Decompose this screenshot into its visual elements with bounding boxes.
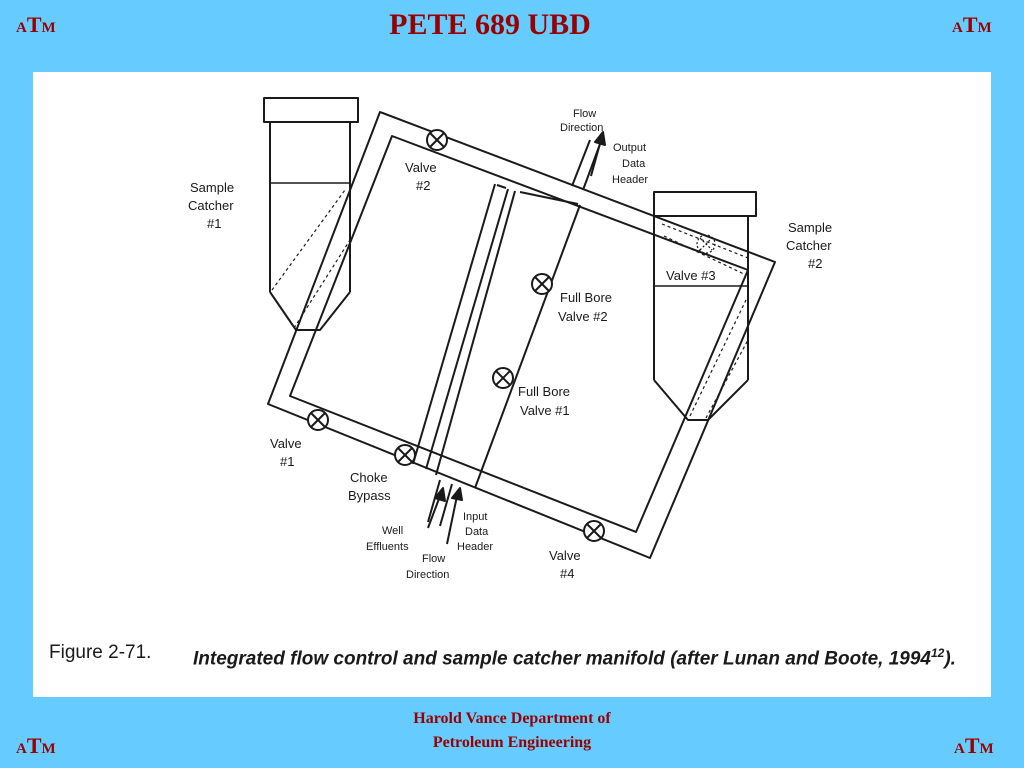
caption-reference-number: 12 xyxy=(930,646,945,660)
logo-letter-t: T xyxy=(26,733,42,758)
caption-main-text: Integrated flow control and sample catcher manifold (after Lunan and Boote, 1994 xyxy=(193,648,931,670)
output-header-pipe xyxy=(572,140,600,190)
logo-letter-t: T xyxy=(26,12,42,37)
logo-letter-a: A xyxy=(16,741,27,757)
valve-4-symbol xyxy=(584,521,604,541)
figure-caption-text xyxy=(193,640,985,672)
footer-department xyxy=(0,707,1024,755)
left-inner-pipe xyxy=(413,184,508,469)
label-sample-catcher-1: Sample Catcher #1 xyxy=(188,180,235,231)
sample-catcher-1 xyxy=(264,98,358,330)
label-valve-1: Valve #1 xyxy=(270,436,302,469)
label-valve-4: Valve #4 xyxy=(549,548,581,581)
valve-2-symbol xyxy=(427,130,447,150)
label-valve-3: Valve #3 xyxy=(666,268,716,283)
label-flow-direction-bottom: Flow Direction xyxy=(406,553,450,581)
logo-letter-m: M xyxy=(979,741,994,757)
logo-letter-a: A xyxy=(954,741,965,757)
label-input-data-header: Input Data Header xyxy=(457,511,494,553)
label-well-effluents: Well Effluents xyxy=(366,525,409,553)
label-flow-direction-top: Flow Direction xyxy=(560,108,604,134)
caption-end-text: ). xyxy=(944,648,956,670)
logo-letter-t: T xyxy=(964,733,980,758)
middle-inner-pipe xyxy=(436,191,580,488)
atm-logo-bottom-right xyxy=(954,733,994,759)
full-bore-valve-1-symbol xyxy=(493,368,513,388)
slide-title: PETE 689 UBD xyxy=(389,8,591,41)
label-choke-bypass: Choke Bypass xyxy=(348,470,391,503)
logo-letter-m: M xyxy=(41,741,56,757)
label-valve-2: Valve #2 xyxy=(405,160,437,193)
footer-line-2: Petroleum Engineering xyxy=(432,734,592,751)
choke-bypass-valve-symbol xyxy=(395,445,415,465)
valve-1-symbol xyxy=(308,410,328,430)
logo-letter-m: M xyxy=(977,20,992,36)
sample-catcher-2 xyxy=(654,192,756,420)
logo-letter-m: M xyxy=(41,20,56,36)
figure-number: Figure 2-71. xyxy=(49,642,152,663)
logo-letter-t: T xyxy=(962,12,978,37)
label-output-data-header: Output Data Header xyxy=(612,142,649,186)
figure-caption xyxy=(49,640,989,672)
manifold-diagram xyxy=(33,72,991,697)
atm-logo-top-right xyxy=(952,12,992,38)
footer-line-1: Harold Vance Department of xyxy=(413,710,611,727)
label-sample-catcher-2: Sample Catcher #2 xyxy=(786,220,833,271)
label-full-bore-valve-1: Full Bore Valve #1 xyxy=(518,384,571,418)
figure-panel xyxy=(33,72,991,697)
flow-arrow-top xyxy=(591,132,605,176)
full-bore-valve-2-symbol xyxy=(532,274,552,294)
label-full-bore-valve-2: Full Bore Valve #2 xyxy=(558,290,613,324)
logo-letter-a: A xyxy=(16,20,27,36)
logo-letter-a: A xyxy=(952,20,963,36)
manifold-outer-pipe xyxy=(268,112,775,558)
